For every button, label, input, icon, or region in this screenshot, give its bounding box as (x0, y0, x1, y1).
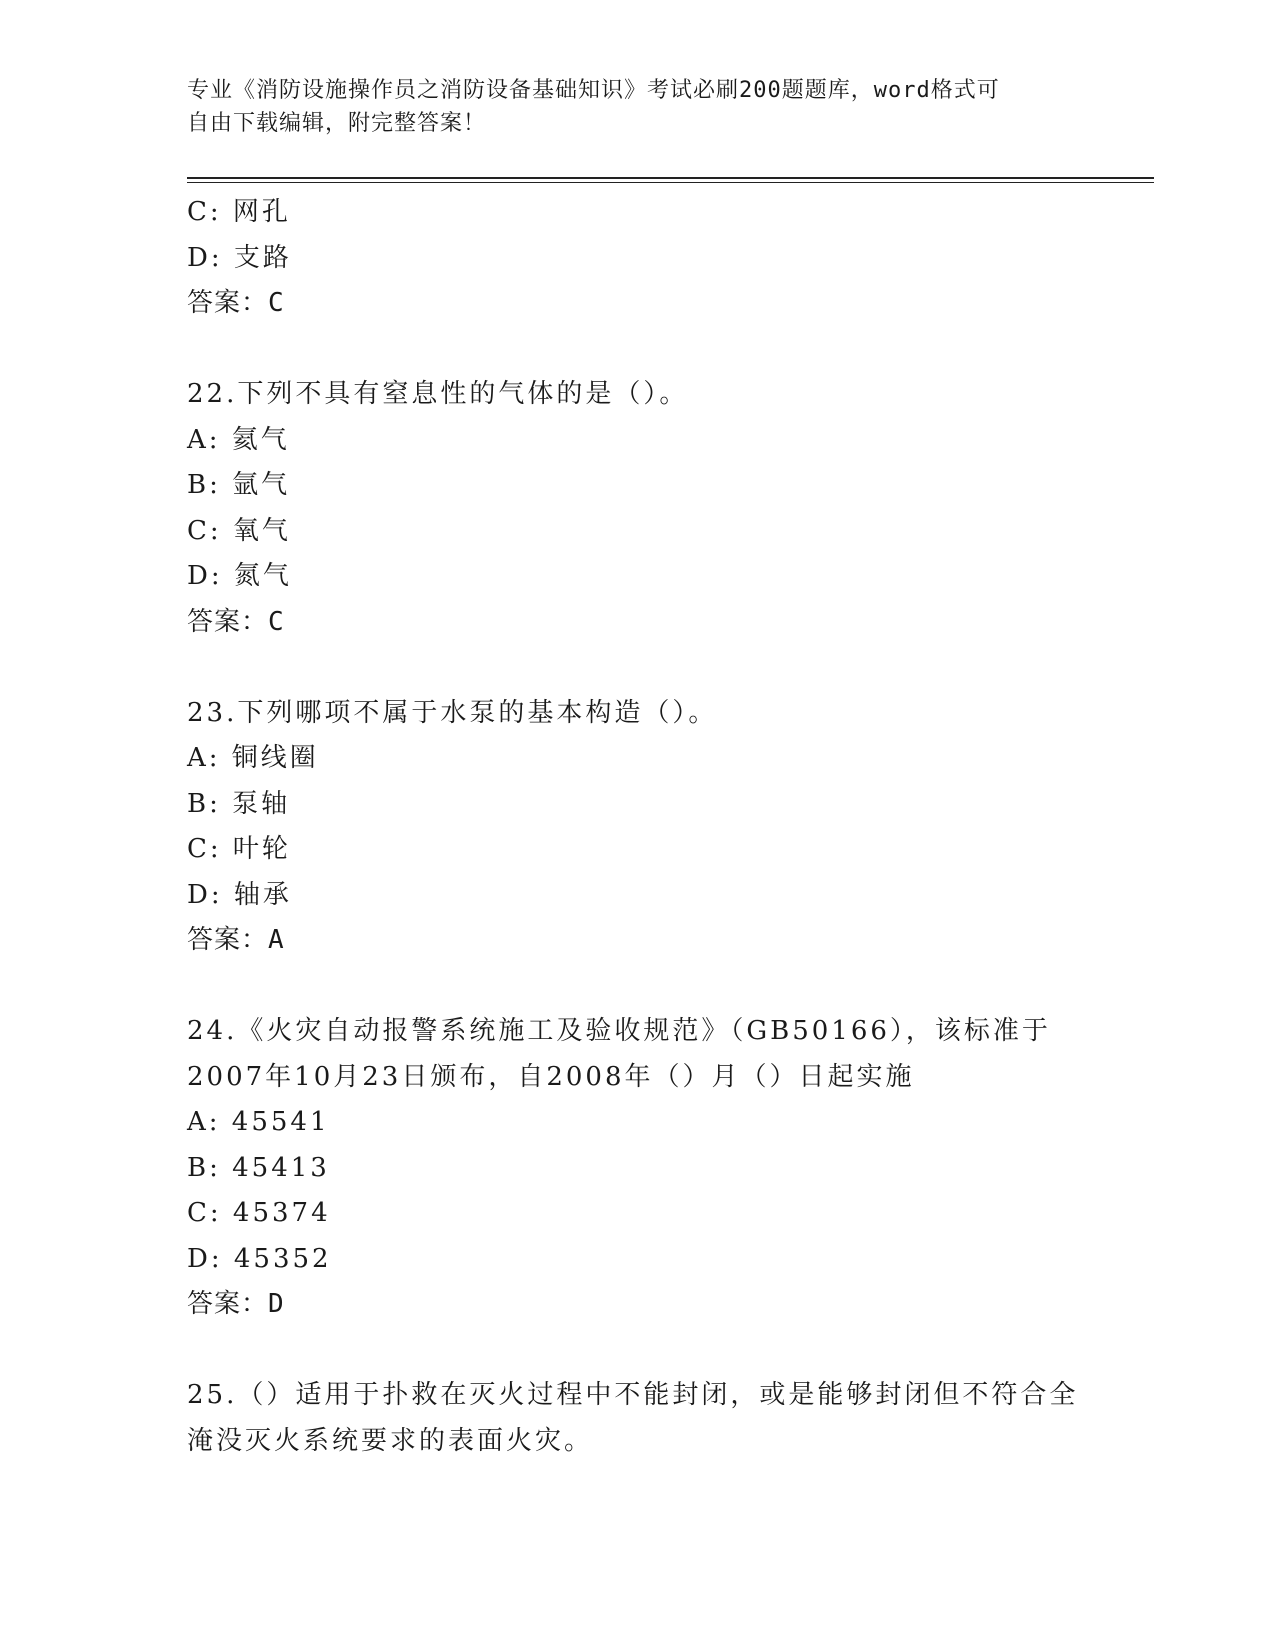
header-divider-thin (187, 182, 1154, 183)
option-b: B: 泵轴 (187, 788, 291, 819)
spacer (187, 645, 1107, 691)
document-header (187, 74, 1067, 140)
answer-line: 答案：A (187, 925, 285, 955)
answer-line: 答案：C (187, 606, 285, 637)
spacer (187, 1328, 1107, 1374)
option-c: C: 网孔 (187, 197, 291, 227)
option-d: D: 轴承 (187, 879, 292, 910)
question-25-stem-cont: 淹没灭火系统要求的表面火灾。 (187, 1425, 594, 1456)
spacer (187, 327, 1107, 373)
option-c: C: 45374 (187, 1198, 331, 1228)
question-list (187, 190, 1107, 1464)
option-d: D: 45352 (187, 1243, 332, 1274)
question-23-stem: 23.下列哪项不属于水泵的基本构造（）。 (187, 697, 718, 728)
question-25-stem: 25.（）适用于扑救在灭火过程中不能封闭，或是能够封闭但不符合全 (187, 1380, 1079, 1410)
option-a: A: 铜线圈 (187, 743, 319, 773)
option-a: A: 氦气 (187, 424, 290, 455)
option-b: B: 氩气 (187, 470, 291, 500)
header-line-2: 自由下载编辑，附完整答案！ (187, 111, 487, 136)
spacer (187, 964, 1107, 1010)
option-d: D: 氮气 (187, 561, 292, 591)
option-b: B: 45413 (187, 1152, 330, 1183)
option-a: A: 45541 (187, 1107, 330, 1137)
question-22-stem: 22.下列不具有窒息性的气体的是（）。 (187, 379, 689, 409)
option-d: D: 支路 (187, 242, 292, 273)
option-c: C: 氧气 (187, 515, 291, 546)
question-24-stem: 24.《火灾自动报警系统施工及验收规范》（GB50166），该标准于 (187, 1016, 1051, 1046)
answer-line: 答案：D (187, 1289, 285, 1319)
answer-line: 答案：C (187, 288, 285, 318)
question-24-stem-cont: 2007年10月23日颁布，自2008年（）月（）日起实施 (187, 1061, 915, 1092)
header-line-1: 专业《消防设施操作员之消防设备基础知识》考试必刷200题题库，word格式可 (187, 78, 1000, 103)
header-divider-thick (187, 177, 1154, 179)
option-c: C: 叶轮 (187, 834, 291, 864)
